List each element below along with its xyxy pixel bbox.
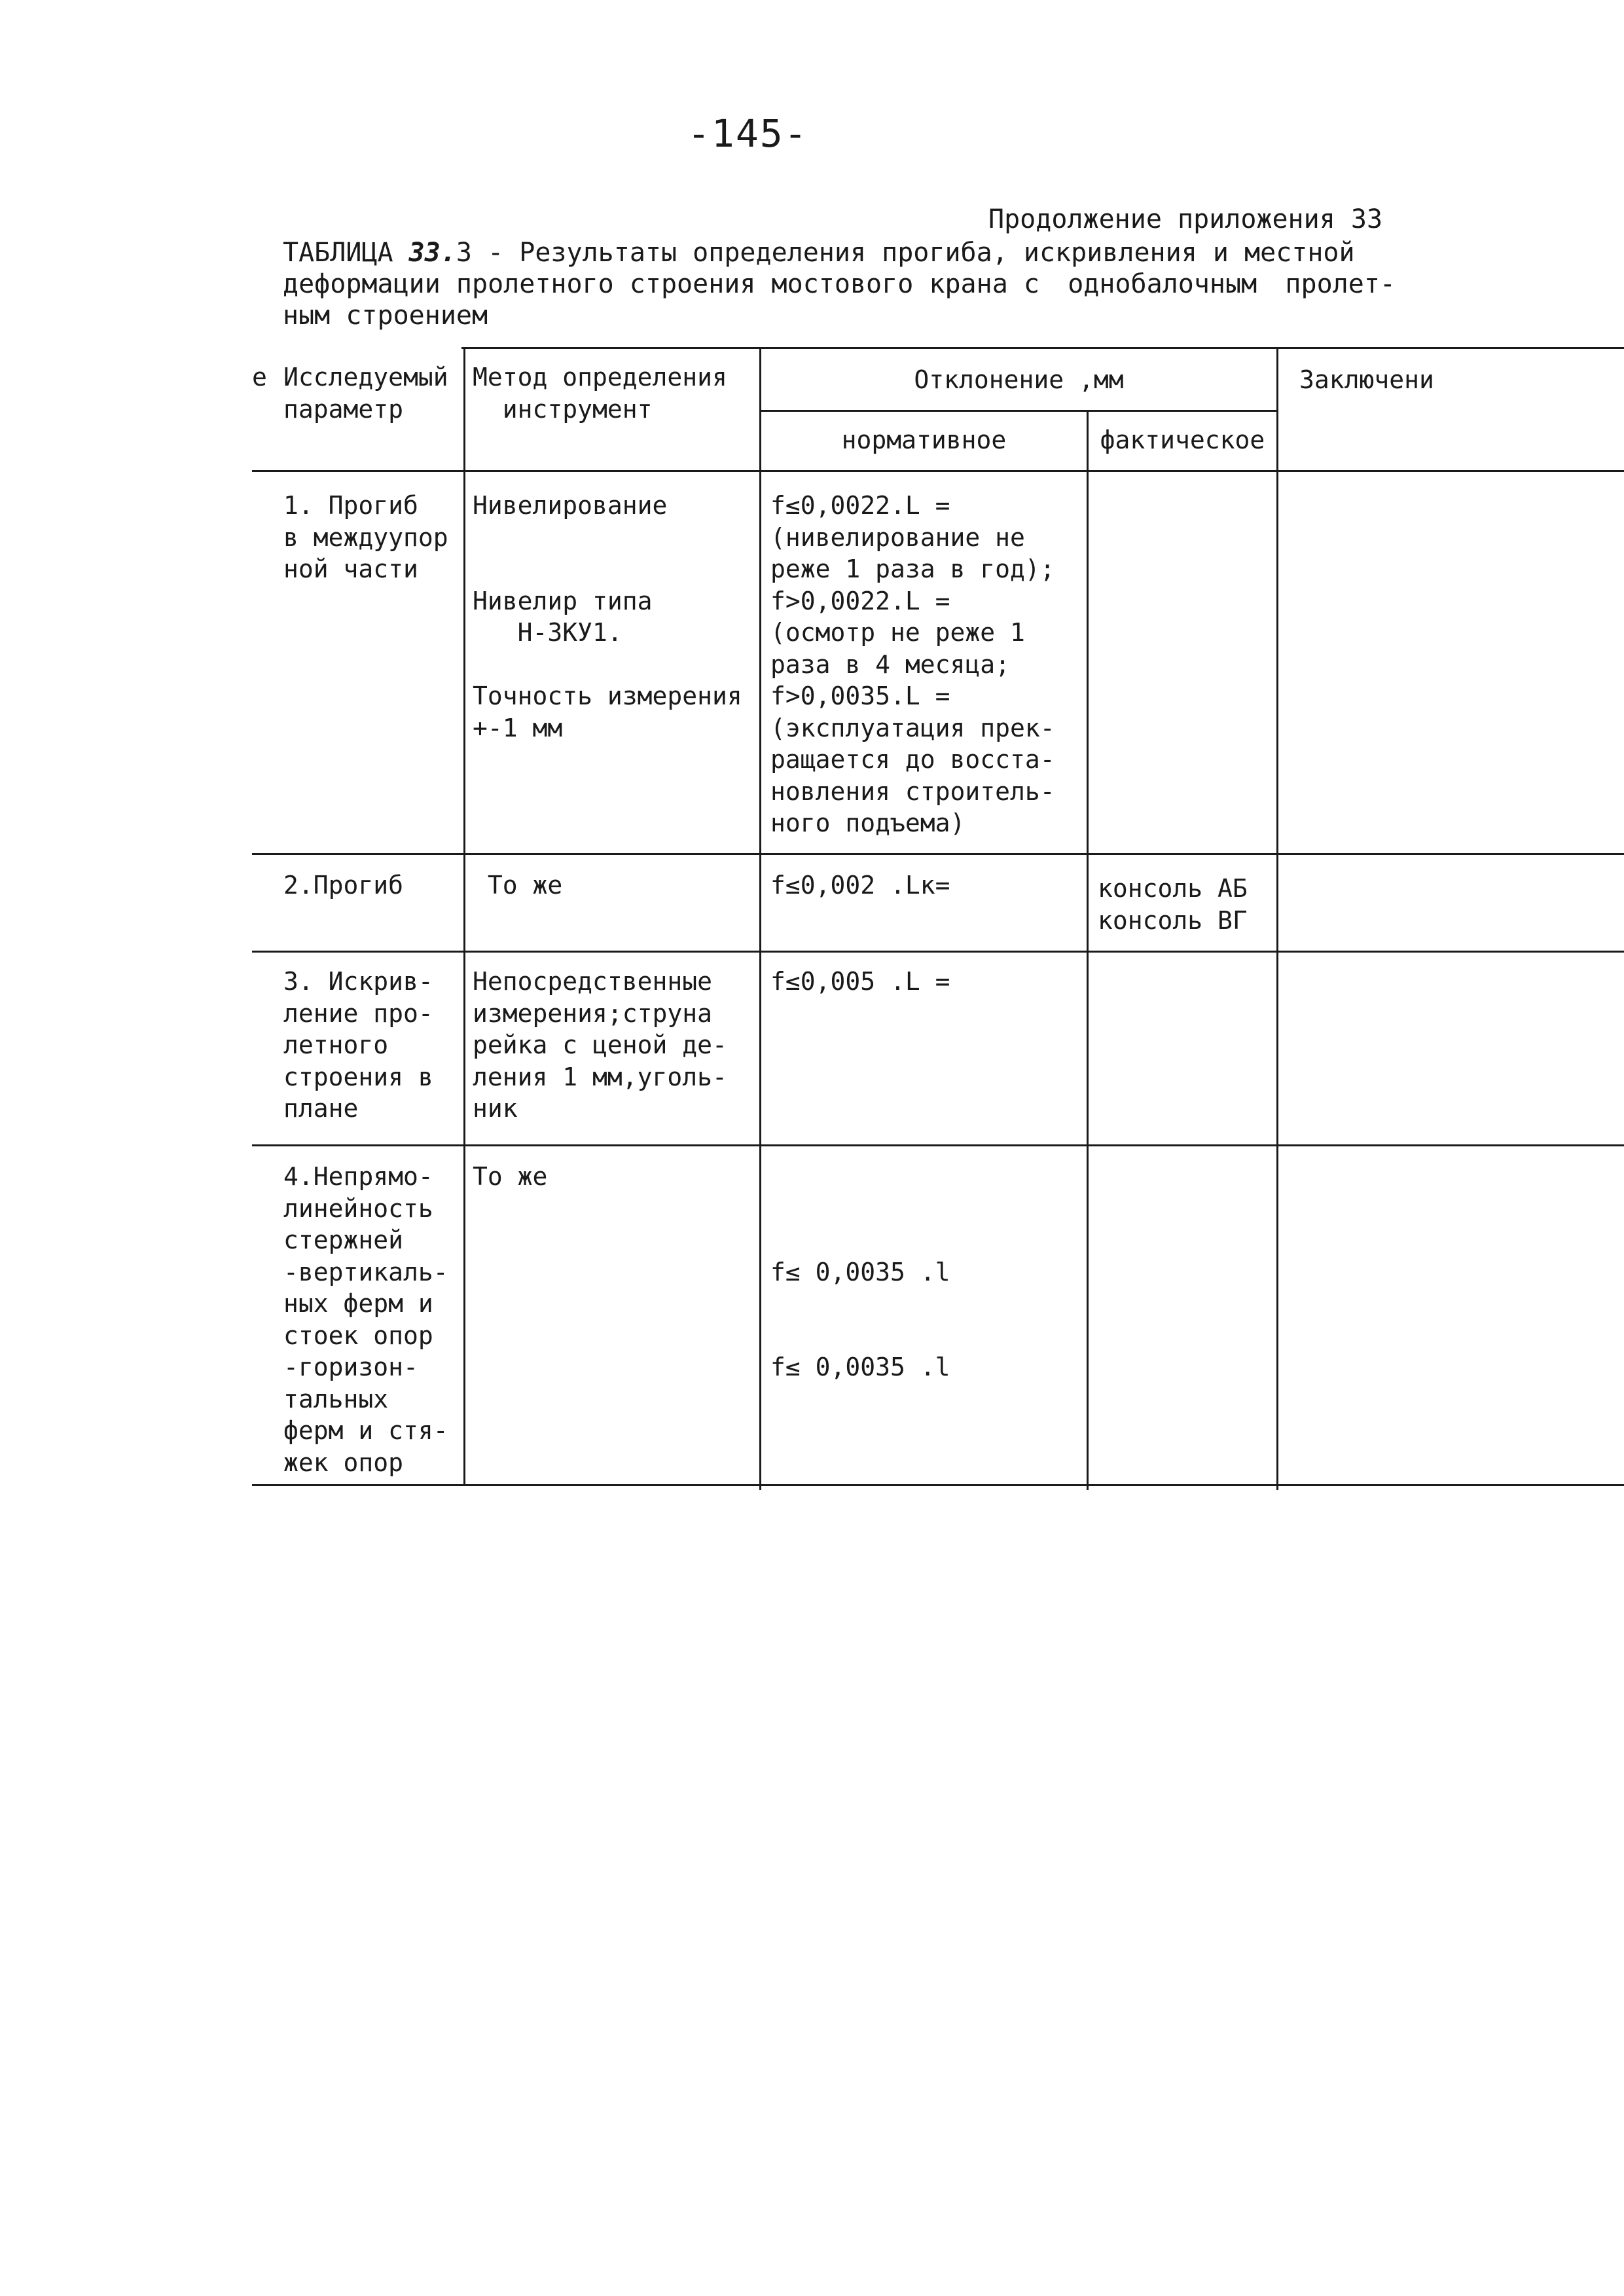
caption-prefix: ТАБЛИЦА	[283, 238, 393, 268]
header-parameter: Исследуемый параметр	[283, 363, 448, 424]
header-method: Метод определения инструмент	[473, 363, 727, 424]
table-rule-bottom	[252, 1484, 1624, 1486]
row-3-parameter: 3. Искрив- ление про- летного строения в плане	[283, 967, 433, 1123]
caption-line-2	[283, 268, 1396, 300]
header-col0-fragment: е	[252, 363, 267, 392]
caption-line-3: ным строением	[283, 301, 488, 331]
row-1-normative: f≤0,0022.L = (нивелирование не реже 1 раза в год); f>0,0022.L = (осмотр не реже 1 раза в 4 месяца; f>0,0035.L = (эксплуатация прек- ращается до восста- новления строитель- ного подъема)	[770, 491, 1055, 837]
table-rule-top	[461, 347, 1624, 349]
continuation-note: Продолжение приложения 33	[988, 204, 1383, 234]
row-3-bottom-rule	[252, 1144, 1624, 1146]
header-conclusion: Заключени	[1299, 365, 1434, 394]
row-1-method: Нивелирование Нивелир типа Н-3КУ1. Точность измерения +-1 мм	[473, 491, 742, 742]
column-rule-2	[759, 347, 761, 1490]
caption-line-1-rest: 3 - Результаты определения прогиба, искривления и местной	[456, 238, 1355, 268]
row-2-bottom-rule	[252, 951, 1624, 953]
caption-line-2-part-3: пролет-	[1285, 269, 1396, 299]
page-number: -145-	[687, 111, 808, 156]
column-rule-3	[1087, 410, 1089, 1490]
column-rule-1	[463, 347, 465, 1486]
caption-table-number: 33.	[408, 238, 456, 268]
row-1-bottom-rule	[252, 853, 1624, 855]
row-4-method: То же	[473, 1162, 548, 1191]
caption-line-1	[283, 237, 1355, 268]
row-1-parameter: 1. Прогиб в междуупор ной части	[283, 491, 448, 583]
caption-line-2-part-2: однобалочным	[1068, 269, 1257, 299]
row-2-actual: консоль АБ консоль ВГ	[1098, 874, 1248, 935]
row-4-parameter: 4.Непрямо- линейность стержней -вертикаль- ных ферм и стоек опор -горизон- тальных ферм и стя- жек опор	[283, 1162, 448, 1477]
row-3-normative: f≤0,005 .L =	[770, 967, 950, 996]
row-4-normative: f≤ 0,0035 .l f≤ 0,0035 .l	[770, 1257, 950, 1381]
row-3-method: Непосредственные измерения;струна рейка с ценой де- ления 1 мм,уголь- ник	[473, 967, 727, 1123]
caption-line-2-part-1: деформации пролетного строения мостового крана с	[283, 269, 1039, 299]
column-rule-4	[1276, 347, 1278, 1490]
header-normative: нормативное	[841, 426, 1007, 454]
row-2-parameter: 2.Прогиб	[283, 871, 404, 900]
row-2-method: То же	[473, 871, 563, 900]
header-subrule	[759, 410, 1276, 412]
header-deviation: Отклонение ,мм	[914, 365, 1124, 394]
table-caption	[283, 237, 1396, 331]
header-bottom-rule	[252, 470, 1624, 472]
header-actual: фактическое	[1100, 426, 1265, 454]
row-2-normative: f≤0,002 .Lк=	[770, 871, 950, 900]
